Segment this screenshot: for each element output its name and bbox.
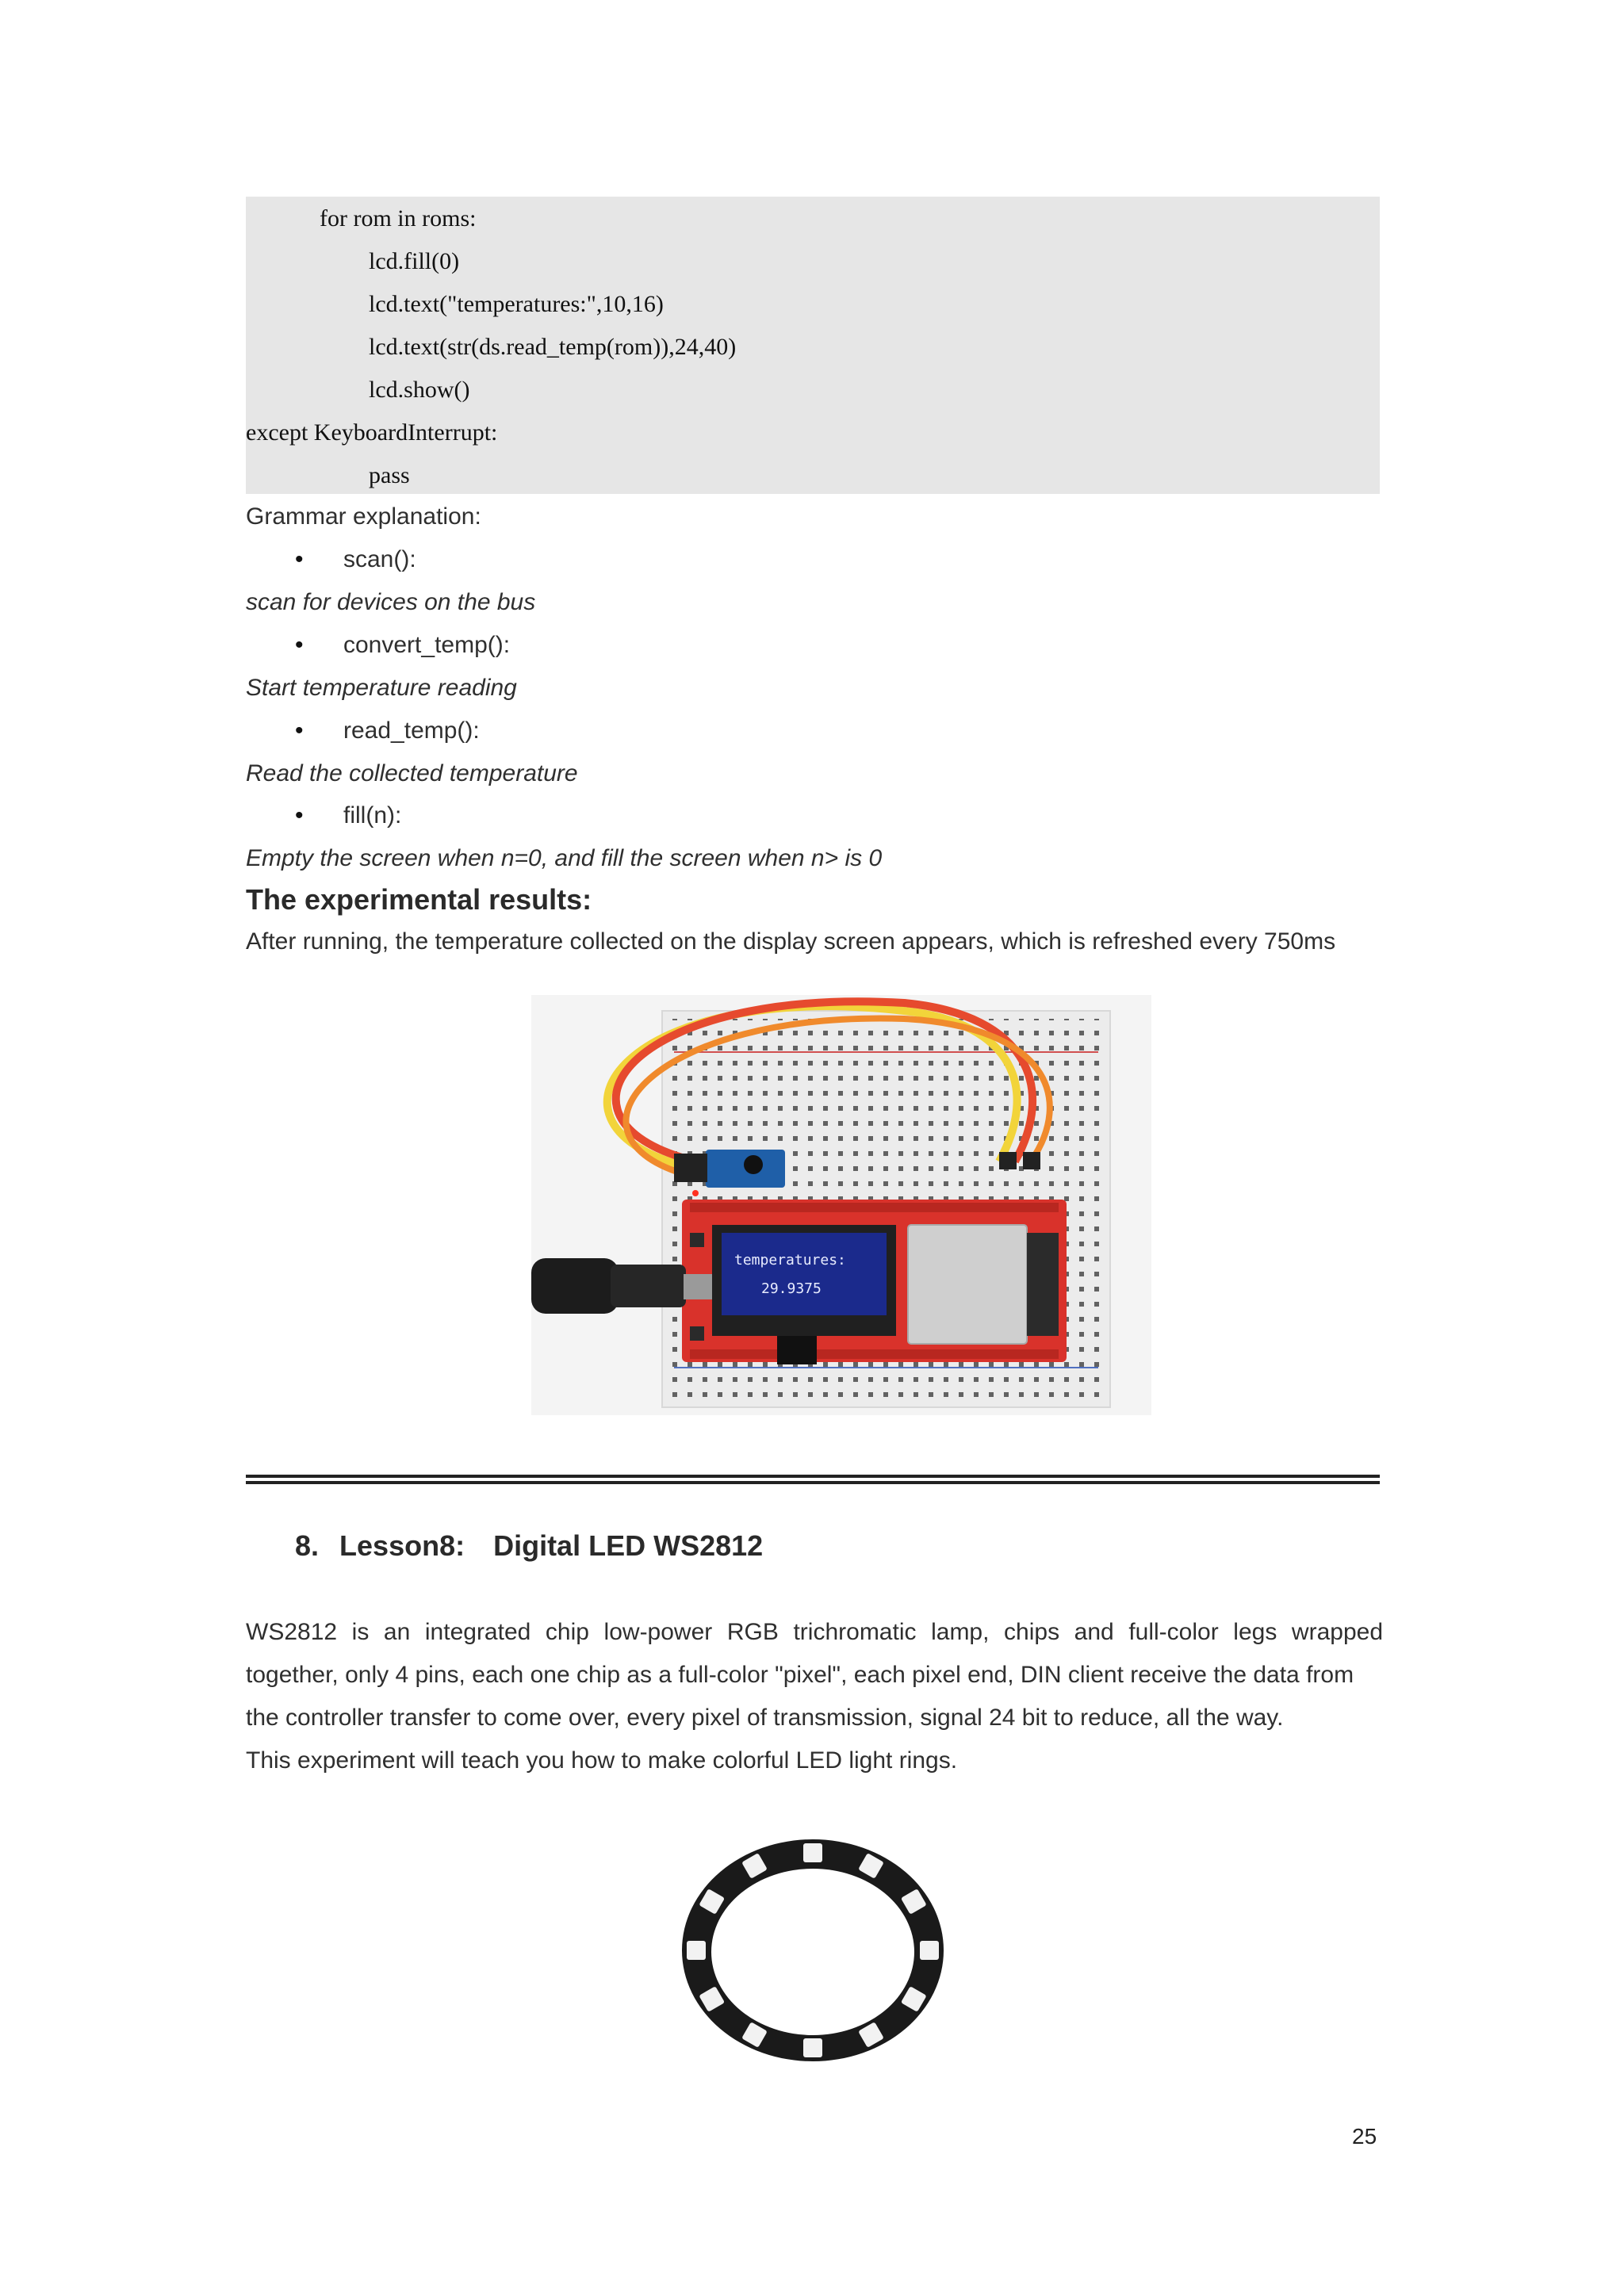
grammar-item-name: read_temp(): bbox=[343, 718, 480, 744]
paragraph-line: WS2812 is an integrated chip low-power RGB trichromatic lamp, chips and full-color legs wrapped bbox=[246, 1619, 1383, 1645]
usb-cable bbox=[531, 1258, 619, 1314]
lesson-heading bbox=[295, 1529, 763, 1563]
lesson-label: Lesson8: bbox=[339, 1529, 465, 1562]
grammar-item-desc: Empty the screen when n=0, and fill the screen when n> is 0 bbox=[246, 845, 883, 871]
paragraph-line: the controller transfer to come over, every pixel of transmission, signal 24 bit to reduce, all the way. bbox=[246, 1705, 1284, 1731]
code-line: lcd.show() bbox=[369, 377, 470, 403]
oled-screen bbox=[722, 1233, 887, 1315]
led-pixel bbox=[803, 2038, 822, 2057]
paragraph-line: This experiment will teach you how to make colorful LED light rings. bbox=[246, 1747, 958, 1774]
grammar-item-name: convert_temp(): bbox=[343, 632, 511, 658]
code-line: lcd.text(str(ds.read_temp(rom)),24,40) bbox=[369, 334, 737, 360]
results-heading: The experimental results: bbox=[246, 883, 592, 916]
bullet-dot: • bbox=[295, 632, 304, 658]
divider-rule-top bbox=[246, 1475, 1380, 1478]
results-text: After running, the temperature collected on the display screen appears, which is refreshed every 750ms bbox=[246, 928, 1336, 955]
led-pixel bbox=[920, 1941, 939, 1960]
bullet-dot: • bbox=[295, 546, 304, 572]
grammar-item-desc: Read the collected temperature bbox=[246, 760, 578, 786]
lesson-number: 8. bbox=[295, 1529, 320, 1562]
lesson-paragraph bbox=[246, 1611, 1383, 1782]
bullet-dot: • bbox=[295, 718, 304, 744]
bullet-dot: • bbox=[295, 802, 304, 828]
code-line: lcd.fill(0) bbox=[369, 248, 460, 274]
code-line: pass bbox=[369, 462, 410, 488]
oled-text-line1: temperatures: bbox=[734, 1252, 846, 1269]
oled-text-line2: 29.9375 bbox=[761, 1280, 822, 1297]
esp32-module bbox=[908, 1225, 1027, 1344]
code-line: lcd.text("temperatures:",10,16) bbox=[369, 291, 664, 317]
grammar-item-name: fill(n): bbox=[343, 802, 402, 828]
grammar-item-name: scan(): bbox=[343, 546, 416, 572]
page-number: 25 bbox=[1352, 2124, 1377, 2149]
paragraph-line: together, only 4 pins, each one chip as a full-color "pixel", each pixel end, DIN client receive the data from bbox=[246, 1662, 1354, 1688]
code-line: except KeyboardInterrupt: bbox=[246, 419, 498, 446]
code-line: for rom in roms: bbox=[320, 205, 477, 232]
esp32-board-photo bbox=[531, 995, 1151, 1415]
led-pixel bbox=[803, 1843, 822, 1862]
led-ring-photo bbox=[678, 1831, 948, 2069]
divider-rule-bottom bbox=[246, 1481, 1380, 1484]
grammar-item-desc: scan for devices on the bus bbox=[246, 589, 536, 615]
led-pixel bbox=[687, 1941, 706, 1960]
grammar-heading: Grammar explanation: bbox=[246, 503, 481, 530]
grammar-item-desc: Start temperature reading bbox=[246, 675, 517, 701]
lesson-title-text: Digital LED WS2812 bbox=[493, 1529, 764, 1562]
